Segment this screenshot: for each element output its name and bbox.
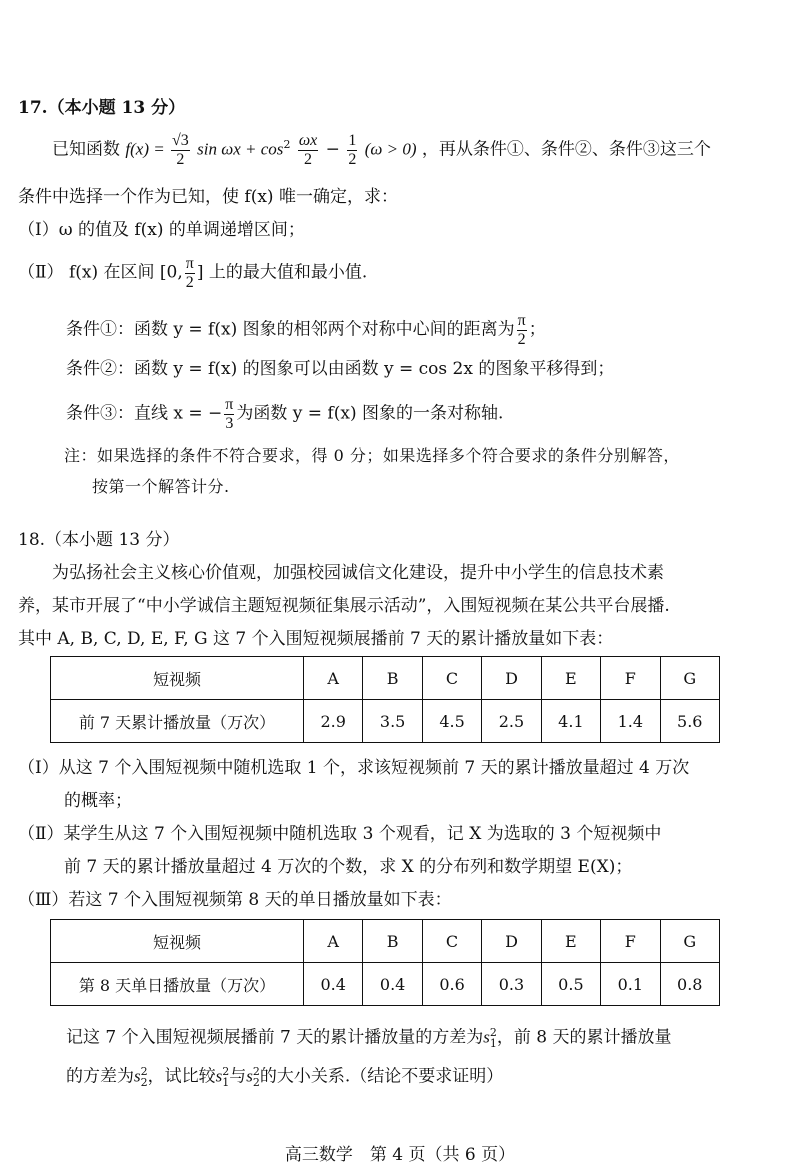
table-cell: 5.6 (660, 700, 719, 743)
q17-line2: 条件中选择一个作为已知，使 f(x) 唯一确定，求： (18, 187, 398, 207)
variance-line2-mid1: ，试比较 (147, 1066, 216, 1087)
s1-symbol: s (215, 1066, 223, 1086)
q17-func: f(x) = (125, 139, 169, 159)
s2-subscript: 2 (252, 1076, 260, 1090)
frac-den: 2 (185, 273, 194, 291)
table-cell: D (482, 920, 541, 963)
frac-pi-over-2 (517, 312, 527, 348)
q17-condition-2: 条件②：函数 y = f(x) 的图象可以由函数 y = cos 2x 的图象平移得到； (66, 359, 615, 379)
frac-den: 2 (176, 150, 185, 168)
frac-den: 2 (348, 150, 357, 168)
s1-symbol: s (483, 1027, 490, 1047)
table-cell: B (363, 657, 422, 700)
s2-square: 2 (252, 1065, 260, 1078)
q18-part3: （Ⅲ）若这 7 个入围短视频第 8 天的单日播放量如下表： (18, 890, 452, 910)
table-cell: 0.1 (601, 963, 660, 1006)
table-cell: 1.4 (601, 700, 660, 743)
table-row (51, 963, 720, 1006)
table-cell: 2.9 (304, 700, 363, 743)
table-cell: B (363, 920, 422, 963)
cond1-lead: 条件①：函数 y = f(x) 图象的相邻两个对称中心间的距离为 (66, 319, 515, 340)
table-cell: A (304, 657, 363, 700)
s1-subscript: 1 (489, 1037, 497, 1051)
q18-paragraph-2: 养，某市开展了“中小学诚信主题短视频征集展示活动”，入围短视频在某公共平台展播. (18, 596, 670, 616)
s2-subscript: 2 (140, 1076, 148, 1090)
frac-pi-over-2 (185, 255, 195, 291)
table-cell: 2.5 (482, 700, 541, 743)
s1-square: 2 (222, 1065, 230, 1078)
q18-paragraph-1: 为弘扬社会主义核心价值观，加强校园诚信文化建设，提升中小学生的信息技术素 (52, 563, 664, 583)
q17-condition-3 (66, 396, 503, 432)
q18-part2-line1: （Ⅱ）某学生从这 7 个入围短视频中随机选取 3 个观看，记 X 为选取的 3 个短视频中 (18, 824, 662, 844)
q18-part1-line1: （Ⅰ）从这 7 个入围短视频中随机选取 1 个，求该短视频前 7 天的累计播放量超过 4 万次 (18, 758, 690, 778)
q17-note-line1: 注：如果选择的条件不符合要求，得 0 分；如果选择多个符合要求的条件分别解答， (64, 446, 680, 465)
variance-line2-mid2: 与 (229, 1066, 247, 1087)
q17-part2-lead: （Ⅱ） f(x) 在区间 [0, (18, 262, 183, 283)
s1-subscript: 1 (222, 1076, 230, 1090)
frac-pi-over-3 (224, 396, 234, 432)
table-cell: 0.4 (363, 963, 422, 1006)
frac-num: 1 (348, 132, 357, 149)
table-cell: 3.5 (363, 700, 422, 743)
frac-num: π (185, 255, 194, 272)
s2-symbol: s (246, 1066, 253, 1086)
variance-line2-lead: 的方差为 (66, 1066, 134, 1087)
variance-line1-lead: 记这 7 个入围短视频展播前 7 天的累计播放量的方差为 (66, 1027, 484, 1048)
cond3-lead: 条件③：直线 x = − (66, 403, 223, 424)
table-cell: D (482, 657, 541, 700)
views-table-7days (50, 656, 720, 743)
views-table-day8 (50, 919, 720, 1006)
table-cell: F (601, 657, 660, 700)
frac-num: π (225, 396, 234, 413)
q18-variance-line2 (66, 1066, 503, 1088)
cond1-tail: ； (528, 319, 546, 340)
page-footer: 高三数学 第 4 页（共 6 页） (284, 1145, 516, 1165)
frac-sqrt3-over-2 (171, 132, 190, 168)
frac-num: ωx (298, 132, 318, 149)
frac-den: 3 (225, 414, 234, 432)
table-row (51, 700, 720, 743)
table-header-row (51, 920, 720, 963)
table-cell: 短视频 (51, 920, 304, 963)
q18-paragraph-3: 其中 A, B, C, D, E, F, G 这 7 个入围短视频展播前 7 天的累计播放量如下表： (18, 629, 614, 649)
table-cell: C (422, 657, 481, 700)
table-cell: 0.4 (304, 963, 363, 1006)
q17-intro (52, 132, 711, 168)
frac-den: 2 (517, 330, 526, 348)
table-cell: G (660, 920, 719, 963)
table-cell: C (422, 920, 481, 963)
q17-square: 2 (283, 137, 291, 151)
table-cell: 第 8 天单日播放量（万次） (51, 963, 304, 1006)
table-cell: F (601, 920, 660, 963)
table-cell: 0.8 (660, 963, 719, 1006)
s1-square: 2 (489, 1026, 497, 1039)
q17-sin-part: sin ωx + cos (197, 139, 284, 159)
variance-line2-tail: 的大小关系.（结论不要求证明） (259, 1066, 504, 1087)
table-cell: 0.5 (541, 963, 600, 1006)
table-cell: 0.6 (422, 963, 481, 1006)
frac-num: π (517, 312, 526, 329)
table-cell: G (660, 657, 719, 700)
q17-minus: − (325, 139, 346, 160)
table-cell: 短视频 (51, 657, 304, 700)
q18-part2-line2: 前 7 天的累计播放量超过 4 万次的个数，求 X 的分布列和数学期望 E(X)； (64, 857, 633, 877)
table-cell: 4.5 (422, 700, 481, 743)
s2-symbol: s (134, 1066, 141, 1086)
q17-intro-tail: ，再从条件①、条件②、条件③这三个 (421, 139, 711, 160)
q17-condition-1 (66, 312, 546, 348)
q17-part2-tail: ] 上的最大值和最小值. (196, 262, 368, 283)
frac-wx-over-2 (298, 132, 318, 168)
q17-header: 17.（本小题 13 分） (18, 98, 186, 118)
table-cell: E (541, 657, 600, 700)
table-cell: 前 7 天累计播放量（万次） (51, 700, 304, 743)
table-cell: A (304, 920, 363, 963)
table-header-row (51, 657, 720, 700)
frac-num: √3 (171, 132, 189, 149)
q18-variance-line1 (66, 1027, 672, 1049)
q17-part2 (18, 255, 367, 291)
table-cell: 4.1 (541, 700, 600, 743)
q17-intro-lead: 已知函数 (52, 139, 120, 160)
q17-part1: （Ⅰ）ω 的值及 f(x) 的单调递增区间； (18, 220, 305, 240)
variance-line1-tail: ，前 8 天的累计播放量 (496, 1027, 672, 1048)
cond3-tail: 为函数 y = f(x) 图象的一条对称轴. (236, 403, 504, 424)
q17-note-line2: 按第一个解答计分. (92, 477, 230, 496)
table-cell: E (541, 920, 600, 963)
q17-omega-cond: (ω > 0) (364, 139, 417, 159)
q18-part1-line2: 的概率； (64, 791, 132, 811)
table-cell: 0.3 (482, 963, 541, 1006)
frac-1-over-2 (347, 132, 357, 168)
q18-header: 18.（本小题 13 分） (18, 530, 180, 550)
frac-den: 2 (304, 150, 313, 168)
s2-square: 2 (140, 1065, 148, 1078)
